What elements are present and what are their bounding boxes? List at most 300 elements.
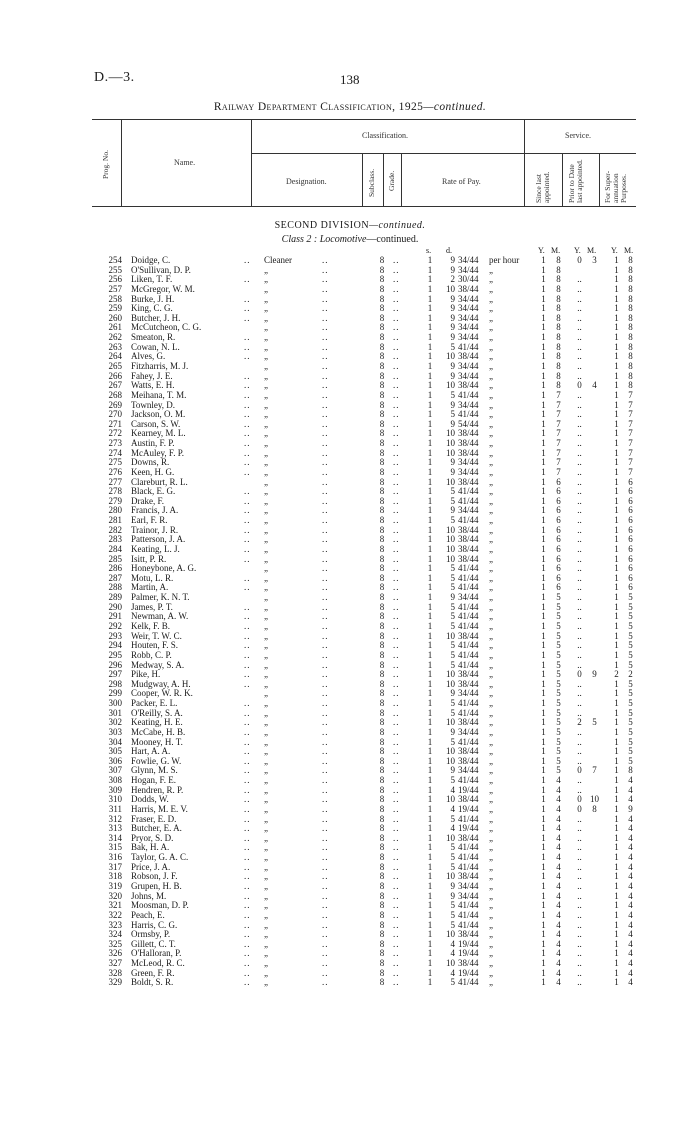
- service-value: 1: [541, 919, 546, 930]
- rate-fraction: 41/44: [458, 861, 479, 872]
- employee-name: Peach, E.: [131, 909, 165, 920]
- leader-dots: ..: [244, 380, 251, 391]
- rate-shillings: 1: [427, 283, 433, 294]
- service-value: 4: [628, 919, 633, 930]
- table-row: [0, 805, 700, 814]
- service-value: ..: [577, 909, 582, 920]
- grade: 8: [379, 842, 385, 853]
- prog-no: 265: [108, 360, 122, 371]
- rate-fraction: 34/44: [458, 466, 479, 477]
- rate-fraction: 41/44: [458, 341, 479, 352]
- leader-dots: ..: [393, 515, 400, 525]
- service-value: 4: [556, 813, 561, 824]
- prog-no: 312: [108, 813, 122, 824]
- leader-dots: ..: [393, 977, 400, 988]
- rate-shillings: 1: [427, 929, 433, 940]
- leader-dots: ..: [244, 669, 251, 680]
- designation: „: [264, 389, 268, 400]
- grade: 8: [379, 659, 385, 670]
- page-title: [0, 101, 700, 113]
- service-value: 1: [541, 842, 546, 853]
- prog-no: 321: [108, 900, 122, 911]
- grade: 8: [379, 919, 385, 930]
- leader-dots: ..: [244, 332, 251, 342]
- service-value: 1: [614, 351, 619, 362]
- leader-dots: ..: [244, 803, 251, 814]
- service-value: 7: [592, 765, 597, 776]
- leader-dots: ..: [393, 832, 400, 843]
- rate-shillings: 1: [427, 418, 433, 429]
- leader-dots: ..: [393, 784, 400, 795]
- service-value: 1: [541, 948, 546, 959]
- designation: „: [264, 283, 268, 294]
- prog-no: 297: [108, 669, 122, 680]
- service-value: 1: [614, 967, 619, 978]
- employee-name: Patterson, J. A.: [131, 534, 186, 545]
- rate-pence: 9: [450, 890, 455, 901]
- service-value: 1: [614, 303, 619, 314]
- service-value: 5: [628, 678, 633, 689]
- service-value: 4: [556, 842, 561, 853]
- service-value: 5: [628, 717, 633, 728]
- prog-no: 306: [108, 755, 122, 766]
- prog-no: 307: [108, 765, 122, 776]
- table-row: [0, 738, 700, 747]
- table-row: [0, 295, 700, 304]
- rate-fraction: 41/44: [458, 515, 479, 525]
- leader-dots: ..: [322, 929, 329, 940]
- rate-shillings: 1: [427, 543, 433, 554]
- grade: 8: [379, 457, 385, 468]
- prog-no: 259: [108, 303, 122, 314]
- table-row: [0, 815, 700, 824]
- designation: „: [264, 264, 268, 275]
- rate-period: „: [489, 543, 493, 554]
- leader-dots: ..: [393, 909, 400, 920]
- service-value: 6: [628, 476, 633, 487]
- service-value: 4: [556, 803, 561, 814]
- rate-pence: 5: [450, 900, 455, 911]
- prog-no: 296: [108, 659, 122, 670]
- service-value: 7: [628, 447, 633, 458]
- employee-name: King, C. G.: [131, 303, 173, 314]
- service-value: ..: [577, 572, 582, 583]
- service-value: 5: [556, 698, 561, 708]
- service-value: 1: [541, 399, 546, 410]
- employee-name: Alves, G.: [131, 351, 166, 362]
- grade: 8: [379, 890, 385, 901]
- service-value: 1: [614, 515, 619, 525]
- rate-period: „: [489, 948, 493, 959]
- prog-no: 287: [108, 572, 122, 583]
- grade: 8: [379, 389, 385, 400]
- leader-dots: ..: [244, 765, 251, 776]
- employee-name: Francis, J. A.: [131, 505, 179, 516]
- leader-dots: ..: [393, 264, 400, 275]
- prog-no: 289: [108, 592, 122, 602]
- leader-dots: ..: [322, 438, 329, 448]
- service-value: 1: [541, 746, 546, 757]
- rate-fraction: 41/44: [458, 572, 479, 583]
- service-value: 4: [628, 794, 633, 805]
- employee-name: Mudgway, A. H.: [131, 678, 191, 689]
- designation: „: [264, 736, 268, 747]
- leader-dots: ..: [322, 264, 329, 275]
- leader-dots: ..: [322, 332, 329, 342]
- service-value: ..: [577, 457, 582, 468]
- table-row: [0, 362, 700, 371]
- rate-shillings: 1: [427, 630, 433, 641]
- rate-shillings: 1: [427, 409, 433, 420]
- leader-dots: ..: [393, 283, 400, 294]
- service-value: ..: [577, 755, 582, 766]
- table-row: [0, 583, 700, 592]
- leader-dots: ..: [244, 466, 251, 477]
- leader-dots: ..: [244, 977, 251, 988]
- prog-no: 255: [108, 264, 122, 275]
- rate-fraction: 41/44: [458, 842, 479, 853]
- rate-fraction: 38/44: [458, 630, 479, 641]
- header-prog-no: Prog. No.: [101, 150, 110, 179]
- leader-dots: ..: [393, 938, 400, 949]
- service-value: 1: [541, 881, 546, 891]
- service-value: 1: [614, 784, 619, 795]
- grade: 8: [379, 264, 385, 275]
- rate-period: „: [489, 929, 493, 940]
- service-value: 6: [628, 563, 633, 574]
- leader-dots: ..: [322, 592, 329, 602]
- leader-dots: ..: [322, 303, 329, 314]
- service-value: 1: [541, 582, 546, 593]
- rate-shillings: 1: [427, 351, 433, 362]
- leader-dots: ..: [393, 881, 400, 891]
- rate-pence: 5: [450, 977, 455, 988]
- leader-dots: ..: [244, 861, 251, 872]
- rate-period: „: [489, 832, 493, 843]
- rate-pence: 5: [450, 495, 455, 506]
- rate-pence: 10: [446, 351, 455, 362]
- rate-shillings: 1: [427, 794, 433, 805]
- rate-shillings: 1: [427, 861, 433, 872]
- rate-period: „: [489, 967, 493, 978]
- service-value: 1: [614, 553, 619, 564]
- service-value: 7: [556, 457, 561, 468]
- service-value: 8: [556, 351, 561, 362]
- rate-period: „: [489, 755, 493, 766]
- service-value: 5: [556, 707, 561, 718]
- leader-dots: ..: [322, 958, 329, 968]
- service-value: 7: [628, 409, 633, 420]
- rate-pence: 9: [450, 765, 455, 776]
- service-value: 1: [614, 322, 619, 333]
- table-row: [0, 458, 700, 467]
- leader-dots: ..: [393, 563, 400, 574]
- rate-shillings: 1: [427, 438, 433, 448]
- leader-dots: ..: [322, 881, 329, 891]
- prog-no: 258: [108, 293, 122, 304]
- service-value: 1: [541, 803, 546, 814]
- service-value: ..: [577, 871, 582, 882]
- rate-fraction: 41/44: [458, 640, 479, 651]
- service-value: ..: [577, 746, 582, 757]
- service-value: 8: [628, 293, 633, 304]
- service-value: 1: [614, 620, 619, 631]
- leader-dots: ..: [244, 505, 251, 516]
- rate-fraction: 38/44: [458, 438, 479, 448]
- service-value: 5: [628, 755, 633, 766]
- leader-dots: ..: [244, 871, 251, 882]
- grade: 8: [379, 360, 385, 371]
- service-value: 6: [628, 486, 633, 497]
- rate-period: „: [489, 312, 493, 323]
- service-value: 1: [541, 370, 546, 381]
- rate-period: „: [489, 823, 493, 834]
- service-value: 1: [614, 428, 619, 439]
- designation: „: [264, 967, 268, 978]
- service-value: ..: [577, 688, 582, 699]
- header-service: Service.: [565, 131, 591, 140]
- table-row: [0, 747, 700, 756]
- table-row: [0, 892, 700, 901]
- service-value: 1: [614, 813, 619, 824]
- leader-dots: ..: [322, 746, 329, 757]
- leader-dots: ..: [244, 582, 251, 593]
- leader-dots: ..: [322, 659, 329, 670]
- service-value: 5: [628, 736, 633, 747]
- rate-shillings: 1: [427, 360, 433, 371]
- leader-dots: ..: [393, 447, 400, 458]
- designation: „: [264, 669, 268, 680]
- service-value: 4: [628, 832, 633, 843]
- rate-fraction: 34/44: [458, 890, 479, 901]
- rate-shillings: 1: [427, 640, 433, 651]
- leader-dots: ..: [244, 852, 251, 863]
- service-value: 4: [628, 909, 633, 920]
- rate-shillings: 1: [427, 967, 433, 978]
- rate-period: „: [489, 958, 493, 968]
- rate-period: „: [489, 938, 493, 949]
- service-value: 1: [614, 274, 619, 285]
- unit-months-1: M.: [551, 246, 561, 255]
- grade: 8: [379, 582, 385, 593]
- leader-dots: ..: [244, 389, 251, 400]
- service-value: ..: [577, 322, 582, 333]
- employee-name: Fowlie, G. W.: [131, 755, 182, 766]
- service-value: 1: [614, 736, 619, 747]
- table-row: [0, 834, 700, 843]
- employee-name: Earl, F. R.: [131, 515, 168, 525]
- service-value: 6: [628, 495, 633, 506]
- leader-dots: ..: [322, 813, 329, 824]
- rate-period: „: [489, 977, 493, 988]
- service-value: ..: [577, 842, 582, 853]
- employee-name: Butcher, J. H.: [131, 312, 181, 323]
- designation: „: [264, 861, 268, 872]
- service-value: ..: [577, 283, 582, 294]
- rate-fraction: 34/44: [458, 303, 479, 314]
- rate-fraction: 38/44: [458, 678, 479, 689]
- service-value: 4: [628, 900, 633, 911]
- rate-period: „: [489, 505, 493, 516]
- table-row: [0, 391, 700, 400]
- rate-shillings: 1: [427, 707, 433, 718]
- service-value: 6: [556, 505, 561, 516]
- grade: 8: [379, 370, 385, 381]
- rate-pence: 4: [450, 967, 455, 978]
- service-value: 4: [556, 938, 561, 949]
- service-value: 1: [541, 351, 546, 362]
- rate-pence: 10: [446, 553, 455, 564]
- rate-shillings: 1: [427, 890, 433, 901]
- service-value: ..: [577, 293, 582, 304]
- designation: „: [264, 775, 268, 785]
- rate-shillings: 1: [427, 457, 433, 468]
- table-row: [0, 959, 700, 968]
- section-title-text: SECOND DIVISION: [274, 220, 370, 231]
- service-value: 6: [628, 582, 633, 593]
- service-value: 4: [628, 784, 633, 795]
- leader-dots: ..: [244, 784, 251, 795]
- rate-period: „: [489, 572, 493, 583]
- rate-fraction: 41/44: [458, 900, 479, 911]
- leader-dots: ..: [322, 466, 329, 477]
- prog-no: 286: [108, 563, 122, 574]
- rate-shillings: 1: [427, 572, 433, 583]
- leader-dots: ..: [244, 890, 251, 901]
- prog-no: 263: [108, 341, 122, 352]
- service-value: ..: [577, 312, 582, 323]
- employee-name: Fitzharris, M. J.: [131, 360, 189, 371]
- grade: 8: [379, 515, 385, 525]
- rate-fraction: 34/44: [458, 457, 479, 468]
- service-value: ..: [577, 630, 582, 641]
- rate-fraction: 34/44: [458, 264, 479, 275]
- employee-name: Fahey, J. E.: [131, 370, 173, 381]
- service-value: 1: [614, 958, 619, 968]
- leader-dots: ..: [393, 351, 400, 362]
- table-row: [0, 795, 700, 804]
- designation: „: [264, 688, 268, 699]
- rate-pence: 5: [450, 389, 455, 400]
- rate-shillings: 1: [427, 380, 433, 391]
- service-value: 4: [628, 929, 633, 940]
- rate-pence: 10: [446, 794, 455, 805]
- leader-dots: ..: [393, 505, 400, 516]
- rate-shillings: 1: [427, 476, 433, 487]
- prog-no: 267: [108, 380, 122, 391]
- designation: „: [264, 601, 268, 612]
- table-row: [0, 843, 700, 852]
- leader-dots: ..: [393, 457, 400, 468]
- designation: „: [264, 341, 268, 352]
- service-value: 8: [628, 380, 633, 391]
- service-value: 4: [628, 881, 633, 891]
- table-row: [0, 381, 700, 390]
- employee-name: Keating, H. E.: [131, 717, 183, 728]
- service-value: 1: [614, 476, 619, 487]
- rate-pence: 5: [450, 909, 455, 920]
- grade: 8: [379, 717, 385, 728]
- rate-period: „: [489, 688, 493, 699]
- designation: „: [264, 515, 268, 525]
- service-value: 1: [614, 640, 619, 651]
- rate-shillings: 1: [427, 726, 433, 737]
- rate-fraction: 38/44: [458, 958, 479, 968]
- rate-shillings: 1: [427, 332, 433, 342]
- leader-dots: ..: [393, 890, 400, 901]
- service-value: 1: [541, 938, 546, 949]
- rate-fraction: 34/44: [458, 726, 479, 737]
- table-row: [0, 651, 700, 660]
- unit-months-2: M.: [587, 246, 597, 255]
- rate-period: „: [489, 466, 493, 477]
- service-value: ..: [577, 524, 582, 535]
- rate-shillings: 1: [427, 852, 433, 863]
- rate-shillings: 1: [427, 784, 433, 795]
- leader-dots: ..: [244, 620, 251, 631]
- prog-no: 275: [108, 457, 122, 468]
- employee-name: Black, E. G.: [131, 486, 176, 497]
- grade: 8: [379, 447, 385, 458]
- prog-no: 309: [108, 784, 122, 795]
- service-value: 1: [541, 495, 546, 506]
- prog-no: 300: [108, 698, 122, 708]
- unit-years-1: Y.: [538, 246, 545, 255]
- leader-dots: ..: [393, 553, 400, 564]
- rate-fraction: 41/44: [458, 775, 479, 785]
- designation: „: [264, 486, 268, 497]
- service-value: ..: [577, 303, 582, 314]
- prog-no: 262: [108, 332, 122, 342]
- leader-dots: ..: [393, 409, 400, 420]
- table-row: [0, 506, 700, 515]
- service-value: 4: [628, 967, 633, 978]
- designation: „: [264, 717, 268, 728]
- rate-period: „: [489, 582, 493, 593]
- table-row: [0, 449, 700, 458]
- service-value: 8: [628, 264, 633, 275]
- leader-dots: ..: [244, 418, 251, 429]
- leader-dots: ..: [244, 842, 251, 853]
- service-value: ..: [577, 948, 582, 959]
- leader-dots: ..: [393, 322, 400, 333]
- table-row: [0, 343, 700, 352]
- prog-no: 325: [108, 938, 122, 949]
- rate-fraction: 38/44: [458, 794, 479, 805]
- employee-name: Butcher, E. A.: [131, 823, 182, 834]
- leader-dots: ..: [393, 418, 400, 429]
- leader-dots: ..: [393, 640, 400, 651]
- rate-fraction: 34/44: [458, 312, 479, 323]
- leader-dots: ..: [244, 572, 251, 583]
- rate-pence: 9: [450, 322, 455, 333]
- employee-name: Pike, H.: [131, 669, 161, 680]
- service-value: ..: [577, 881, 582, 891]
- service-value: 4: [556, 871, 561, 882]
- prog-no: 271: [108, 418, 122, 429]
- rate-shillings: 1: [427, 322, 433, 333]
- rate-pence: 9: [450, 264, 455, 275]
- leader-dots: ..: [393, 543, 400, 554]
- prog-no: 284: [108, 543, 122, 554]
- designation: „: [264, 553, 268, 564]
- designation: „: [264, 698, 268, 708]
- leader-dots: ..: [393, 726, 400, 737]
- leader-dots: ..: [244, 515, 251, 525]
- leader-dots: ..: [244, 794, 251, 805]
- service-value: 6: [628, 524, 633, 535]
- designation: „: [264, 524, 268, 535]
